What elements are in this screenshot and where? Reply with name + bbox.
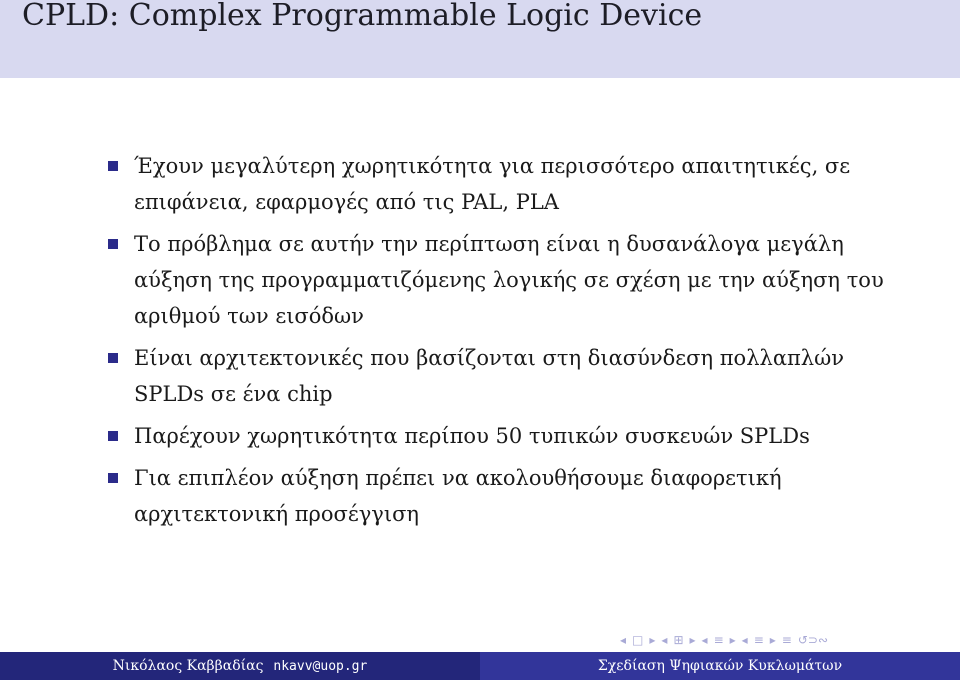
nav-section-icon[interactable]: ≡ bbox=[713, 633, 724, 647]
bullet-item bbox=[108, 148, 908, 220]
nav-document-icon[interactable]: ≡ bbox=[753, 633, 764, 647]
bullet-text: Έχουν μεγαλύτερη χωρητικότητα για περισσότερο απαιτητικές, σε επιφάνεια, εφαρμογές από τις PAL, PLA bbox=[134, 154, 851, 214]
nav-section-prev-icon[interactable]: ◂ bbox=[701, 633, 708, 647]
nav-slide-prev-icon[interactable]: ◂ bbox=[620, 633, 627, 647]
square-bullet-icon bbox=[108, 473, 118, 483]
bullet-text: Είναι αρχιτεκτονικές που βασίζονται στη διασύνδεση πολλαπλών SPLDs σε ένα chip bbox=[134, 346, 845, 406]
title-bar bbox=[0, 0, 960, 78]
footer-author: Νικόλαος Καββαδίας bbox=[112, 658, 264, 674]
nav-frame-next-icon[interactable]: ▸ bbox=[649, 633, 656, 647]
square-bullet-icon bbox=[108, 161, 118, 171]
nav-frame-icon[interactable]: □ bbox=[632, 633, 644, 647]
bullet-item bbox=[108, 340, 908, 412]
bullet-text: Το πρόβλημα σε αυτήν την περίπτωση είναι η δυσανάλογα μεγάλη αύξηση της προγραμματιζόμενης λογικής σε σχέση με την αύξηση του αριθμού των εισόδων bbox=[134, 232, 884, 328]
square-bullet-icon bbox=[108, 239, 118, 249]
nav-document-next-icon[interactable]: ▸ bbox=[769, 633, 776, 647]
bullet-item bbox=[108, 226, 908, 334]
footer-course-block bbox=[480, 652, 960, 680]
bullet-item bbox=[108, 418, 908, 454]
nav-subsection-next-icon[interactable]: ▸ bbox=[689, 633, 696, 647]
footer-email: nkavv@uop.gr bbox=[273, 658, 368, 674]
nav-subsection-icon[interactable]: ⊞ bbox=[673, 633, 684, 647]
bullet-list bbox=[108, 148, 908, 538]
nav-subsection-prev-icon[interactable]: ◂ bbox=[661, 633, 668, 647]
nav-document-prev-icon[interactable]: ◂ bbox=[741, 633, 748, 647]
bullet-text: Για επιπλέον αύξηση πρέπει να ακολουθήσουμε διαφορετική αρχιτεκτονική προσέγγιση bbox=[134, 466, 782, 526]
bullet-item bbox=[108, 460, 908, 532]
nav-search-icon[interactable]: ↺⊃∾ bbox=[797, 633, 829, 647]
square-bullet-icon bbox=[108, 431, 118, 441]
footer bbox=[0, 652, 960, 680]
nav-align-icon[interactable]: ≡ bbox=[781, 633, 792, 647]
bullet-text: Παρέχουν χωρητικότητα περίπου 50 τυπικών συσκευών SPLDs bbox=[134, 424, 810, 448]
slide-title: CPLD: Complex Programmable Logic Device bbox=[22, 0, 703, 33]
beamer-navigation-bar bbox=[620, 630, 828, 650]
footer-course: Σχεδίαση Ψηφιακών Κυκλωμάτων bbox=[597, 658, 843, 674]
nav-section-next-icon[interactable]: ▸ bbox=[729, 633, 736, 647]
footer-author-block bbox=[0, 652, 480, 680]
square-bullet-icon bbox=[108, 353, 118, 363]
